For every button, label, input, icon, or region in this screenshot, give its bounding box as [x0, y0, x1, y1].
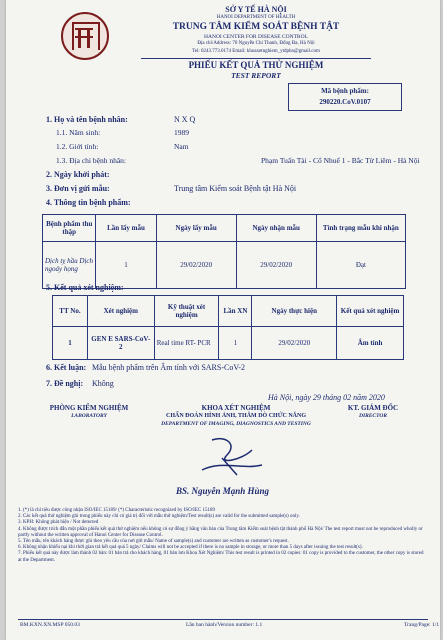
- center-contact: Tel: 0243.773.0174 Email: khoaxetnghiem_ytdphn@gmail.com: [192, 49, 320, 54]
- footnote-6: 6. Không nhận khiếu nại khi thời gian trả kết quả quá 5 ngày/ Claims will not be accepted if there is no sample in storage, or more than 5 days after issuing the test result(s).: [18, 545, 363, 551]
- sample-code-value: 290220.CoV.0107: [319, 98, 371, 106]
- hospital-logo-icon: [61, 12, 109, 60]
- sample-col-taken: Ngày lấy mẫu: [156, 215, 236, 242]
- gender-value: Nam: [174, 142, 189, 151]
- results-col-no: TT No.: [53, 296, 88, 327]
- ministry-name: SỞ Y TẾ HÀ NỘI: [225, 5, 287, 14]
- birth-year-label: 1.1. Năm sinh:: [56, 128, 101, 137]
- patient-name-value: N X Q: [174, 115, 196, 124]
- sample-col-received: Ngày nhận mẫu: [236, 215, 316, 242]
- sample-col-count: Lần lấy mẫu: [96, 215, 156, 242]
- results-col-times: Lần XN: [219, 296, 252, 327]
- results-col-technique: Kỹ thuật xét nghiệm: [154, 296, 219, 327]
- footnotes: [18, 508, 428, 564]
- page-number: Trang/Page: 1/1: [404, 622, 440, 628]
- lab-room-title-en: LABORATORY: [71, 413, 107, 419]
- report-date: Hà Nội, ngày 29 tháng 02 năm 2020: [268, 393, 385, 402]
- result-technique-cell: Real time RT- PCR: [154, 327, 219, 360]
- table-row: [53, 327, 404, 360]
- patient-name-label: 1. Họ và tên bệnh nhân:: [46, 115, 128, 124]
- center-name-en: HANOI CENTER FOR DISEASE CONTROL: [204, 34, 308, 40]
- lab-room-title: PHÒNG KIỂM NGHIỆM: [49, 404, 129, 412]
- address-value: Phạm Tuấn Tài - Cổ Nhuế 1 - Bắc Từ Liêm - Hà Nội: [261, 156, 420, 165]
- address-label: 1.3. Địa chỉ bệnh nhân:: [56, 156, 126, 165]
- sample-info-label: 4. Thông tin bệnh phẩm:: [46, 198, 131, 207]
- sample-received-cell: 29/02/2020: [236, 242, 316, 289]
- sample-status-cell: Đạt: [316, 242, 405, 289]
- sample-col-status: Tình trạng mẫu khi nhận: [316, 215, 405, 242]
- report-title: PHIẾU KẾT QUẢ THỬ NGHIỆM: [188, 60, 324, 70]
- form-code: BM.KXN.XN.MSP 050.03: [20, 622, 80, 628]
- department-title: KHOA XÉT NGHIỆM: [201, 404, 271, 412]
- sender-label: 3. Đơn vị gửi mẫu:: [46, 184, 110, 193]
- result-date-cell: 29/02/2020: [252, 327, 337, 360]
- director-title-en: DIRECTOR: [358, 413, 388, 419]
- table-row: [43, 242, 406, 289]
- sender-value: Trung tâm Kiểm soát Bệnh tật Hà Nội: [174, 184, 297, 193]
- handwritten-signature-icon: [182, 430, 282, 485]
- signer-name: BS. Nguyễn Mạnh Hùng: [176, 486, 270, 496]
- department-subtitle: CHẨN ĐOÁN HÌNH ẢNH, THĂM DÒ CHỨC NĂNG: [166, 413, 306, 419]
- version: Lần ban hành/Version number: 1.1: [186, 622, 263, 628]
- result-test-cell: GEN E SARS-CoV-2: [87, 327, 154, 360]
- gender-label: 1.2. Giới tính:: [56, 142, 99, 151]
- ministry-name-en: HANOI DEPARTMENT OF HEALTH: [216, 15, 296, 20]
- result-value-cell: Âm tính: [337, 327, 404, 360]
- center-address: Địa chỉ/Address: 70 Nguyễn Chí Thanh, Đống Đa, Hà Nội: [197, 41, 315, 46]
- conclusion-label: 6. Kết luận:: [46, 363, 87, 372]
- results-label: 5. Kết quả xét nghiệm:: [46, 283, 124, 292]
- results-table: [52, 295, 404, 360]
- sample-code-box: [288, 83, 402, 111]
- onset-date-label: 2. Ngày khởi phát:: [46, 170, 110, 179]
- recommendation-label: 7. Đề nghị:: [46, 379, 84, 388]
- footnote-2: 2. Các kết quả thử nghiệm ghi trong phiếu này chỉ có giá trị đối với mẫu thử nghiệm/Test result(s) are valid for the submitted sample(s) only.: [18, 514, 300, 520]
- footnote-7: 7. Phiếu kết quả này được làm thành 02 bản: 01 bản trả cho khách hàng, 01 bản lưu Khoa Xét Nghiệm/ This test result is printed in 02 copies: 01 copy is provided to the customer, the other copy is stored at the Department.: [18, 551, 424, 563]
- result-times-cell: 1: [219, 327, 252, 360]
- recommendation-text: Không: [92, 379, 114, 388]
- footnote-1: 1. (*) là chỉ tiêu được công nhận ISO/IEC 15189/ (*) Characteristic recognized by ISO/IEC 15189: [18, 508, 215, 513]
- results-col-result: Kết quả xét nghiệm: [337, 296, 404, 327]
- sample-table: [42, 214, 406, 289]
- director-title: KT. GIÁM ĐỐC: [347, 404, 399, 412]
- results-col-date: Ngày thực hiện: [252, 296, 337, 327]
- sample-type-cell: Dịch tỵ hầu Dịch ngoáy họng: [43, 242, 96, 289]
- footnote-5: 5. Tên mẫu, tên khách hàng được ghi theo yêu cầu của nơi gửi mẫu/ Name of sample(s) and customer are written as customer's request.: [18, 539, 289, 545]
- sample-code-label: Mã bệnh phẩm:: [321, 87, 369, 95]
- department-title-en: DEPARTMENT OF IMAGING, DIAGNOSTICS AND TESTING: [161, 421, 311, 427]
- result-no-cell: 1: [53, 327, 88, 360]
- footnote-3: 3. KPH: Không phát hiện / Not detected: [18, 520, 99, 526]
- sample-taken-cell: 29/02/2020: [156, 242, 236, 289]
- sample-col-type: Bệnh phẩm thu thập: [43, 215, 96, 242]
- birth-year-value: 1989: [174, 128, 189, 137]
- conclusion-text: Mẫu bệnh phẩm trên Âm tính với SARS-CoV-2: [92, 363, 246, 372]
- report-title-en: TEST REPORT: [231, 71, 281, 80]
- sample-count-cell: 1: [96, 242, 156, 289]
- results-col-test: Xét nghiệm: [87, 296, 154, 327]
- center-name: TRUNG TÂM KIỂM SOÁT BỆNH TẬT: [172, 22, 340, 32]
- footnote-4: 4. Không được trích dẫn một phần phiếu kết quả thử nghiệm nếu không có sự đồng ý bằng văn bản của Trung tâm Kiểm soát bệnh tật thành phố Hà Nội/ The test report must not be reproduced wholly or partly without the written approval of Hanoi Center for Disease Control.: [18, 526, 423, 538]
- document-page: [6, 0, 440, 640]
